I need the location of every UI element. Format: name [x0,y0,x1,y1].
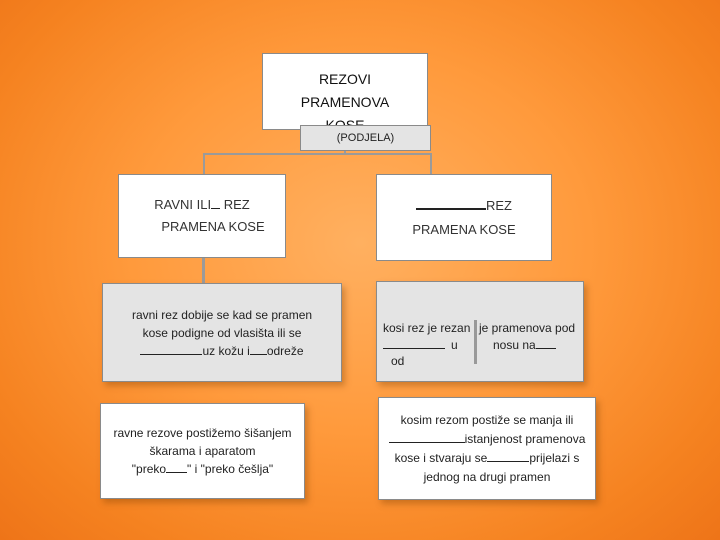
root-title-line1: REZOVI [318,71,372,87]
root-title-line2: PRAMENOVA [300,94,390,110]
left-desc-blank2 [250,342,267,355]
right-tools-line2: istanjenost pramenova [464,431,586,446]
connector-horizontal [203,153,432,155]
left-heading-blank [211,196,220,209]
left-desc-line2: kose podigne od vlasišta ili se [142,325,302,340]
right-desc-a-line3: od [391,354,405,368]
left-heading-part2: REZ [223,197,250,212]
left-tools-node [100,403,305,499]
right-desc-b-line1: je pramenova pod [479,321,576,335]
connector-right-drop [430,153,432,175]
root-subtitle-box [300,125,431,151]
right-desc-a-line2: u [451,338,458,352]
right-desc-b-blank [536,336,556,349]
right-desc-a-line1: kosi rez je rezan [383,321,471,335]
root-node [262,53,428,130]
left-description-node [102,283,342,382]
left-desc-line3-b: odreže [266,343,304,358]
left-tools-line1: ravne rezove postižemo šišanjem [113,426,292,440]
root-subtitle: (PODJELA) [336,132,395,144]
right-description-node [376,281,584,382]
left-tools-line3-b: " i "preko češlja" [187,462,274,476]
right-desc-divider [474,320,477,364]
right-heading-blank [416,196,486,210]
right-tools-line1: kosim rezom postiže se manja ili [400,412,574,427]
left-desc-blank1 [140,342,202,355]
left-category-node [118,174,286,258]
right-tools-line4: jednog na drugi pramen [423,469,551,484]
left-desc-line3-a: uz kožu i [202,343,250,358]
right-category-node [376,174,552,261]
right-tools-node [378,397,596,500]
left-tools-line3-a: "preko [131,462,167,476]
right-tools-line3-b: prijelazi s [529,450,580,465]
left-heading-line2: PRAMENA KOSE [161,219,265,234]
connector-left-drop [203,153,205,175]
left-desc-line1: ravni rez dobije se kad se pramen [131,307,313,322]
right-heading-part1: REZ [486,197,512,213]
connector-left-down [202,258,205,284]
left-tools-line2: škarama i aparatom [149,444,256,458]
left-heading-part1: RAVNI ILI [154,197,212,212]
right-tools-line3-a: kose i stvaraju se [394,450,488,465]
right-desc-b-line2: nosu na [493,338,536,352]
right-desc-a-blank [383,336,445,349]
right-tools-blank2 [487,449,529,462]
right-heading-line2: PRAMENA KOSE [412,221,516,237]
left-tools-blank [166,460,187,473]
right-tools-blank1 [389,430,465,443]
